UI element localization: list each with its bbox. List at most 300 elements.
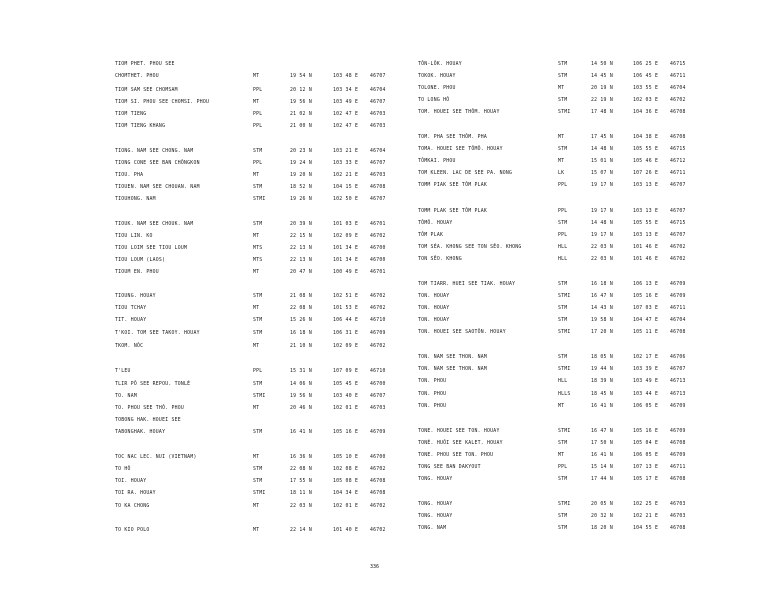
entry-map: 46711 (670, 465, 686, 470)
entry-map: 46703 (670, 514, 686, 519)
entry-lat: 16 41 N (591, 404, 613, 409)
entry-name: TON. PHOU (418, 404, 447, 409)
entry-map: 46707 (670, 183, 686, 188)
entry-lon: 106 05 E (633, 404, 659, 409)
entry-map: 46708 (670, 477, 686, 482)
entry-map: 46707 (670, 367, 686, 372)
entry-type: STM (558, 221, 568, 226)
entry-name: TON. HOUAY (418, 318, 450, 323)
gazetteer-entry (388, 439, 768, 449)
entry-lat: 19 56 N (290, 100, 312, 105)
entry-lat: 22 13 N (290, 258, 312, 263)
entry-type: STM (558, 441, 568, 446)
entry-name: TIOM SAM SEE CHOMSAM (115, 88, 178, 93)
entry-name: TOM TIARR. HUEI SEE TIAK. HOUAY (418, 282, 516, 287)
entry-lat: 14 06 N (290, 382, 312, 387)
entry-name: TOM KLEEN. LAC DE SEE PA. NONG (418, 171, 513, 176)
entry-lon: 102 47 E (333, 112, 359, 117)
entry-type: MTS (253, 246, 263, 251)
entry-name: TIONG CONE SEE BAN CHÔNGKON (115, 161, 200, 166)
entry-type: STM (253, 294, 263, 299)
entry-type: MT (253, 504, 260, 509)
entry-map: 46702 (670, 257, 686, 262)
entry-lat: 14 48 N (591, 221, 613, 226)
entry-lon: 103 49 E (333, 100, 359, 105)
entry-type: STM (253, 318, 263, 323)
entry-name: T'LEU (115, 369, 131, 374)
gazetteer-entry (0, 316, 386, 326)
entry-map: 46708 (670, 110, 686, 115)
entry-type: STM (558, 526, 568, 531)
entry-name: TIOU. PHA (115, 173, 144, 178)
entry-name: TIOU LOUM (LAOS) (115, 258, 166, 263)
entry-map: 46702 (670, 245, 686, 250)
entry-lat: 19 54 N (290, 74, 312, 79)
entry-type: STMI (558, 330, 571, 335)
entry-type: STM (253, 185, 263, 190)
entry-type: STMI (558, 502, 571, 507)
gazetteer-entry (0, 220, 386, 230)
gazetteer-entry (0, 183, 386, 193)
entry-lat: 22 08 N (290, 306, 312, 311)
entry-lat: 19 17 N (591, 183, 613, 188)
entry-map: 46709 (370, 331, 386, 336)
gazetteer-entry (0, 232, 386, 242)
entry-name: TONE. HOUEI SEE TON. HOUAY (418, 429, 500, 434)
entry-map: 46702 (370, 234, 386, 239)
entry-lon: 105 17 E (633, 477, 659, 482)
entry-lon: 103 13 E (633, 209, 659, 214)
entry-type: PPL (253, 124, 263, 129)
gazetteer-entry (0, 404, 386, 414)
entry-type: STM (558, 62, 568, 67)
gazetteer-entry (0, 428, 386, 438)
entry-lon: 103 40 E (333, 394, 359, 399)
entry-map: 46710 (370, 318, 386, 323)
entry-map: 46704 (370, 88, 386, 93)
gazetteer-entry (0, 86, 386, 96)
entry-lon: 101 46 E (633, 245, 659, 250)
entry-type: STM (253, 149, 263, 154)
gazetteer-entry (388, 280, 768, 290)
entry-lat: 21 00 N (290, 124, 312, 129)
entry-map: 46708 (670, 441, 686, 446)
entry-lon: 103 49 E (633, 379, 659, 384)
entry-lat: 19 44 N (591, 367, 613, 372)
entry-map: 46710 (370, 369, 386, 374)
entry-name: TOM. PHA SEE THÔM. PHA (418, 135, 488, 140)
entry-lon: 103 13 E (633, 233, 659, 238)
gazetteer-entry (0, 110, 386, 120)
entry-name: TIOM TIENG (115, 112, 147, 117)
entry-type: HLL (558, 257, 568, 262)
entry-lon: 106 44 E (333, 318, 359, 323)
entry-lat: 15 14 N (591, 465, 613, 470)
entry-type: PPL (253, 88, 263, 93)
entry-name: TOM. HOUEI SEE THÔM. HOUAY (418, 110, 500, 115)
entry-lat: 17 20 N (591, 330, 613, 335)
entry-map: 46702 (370, 528, 386, 533)
gazetteer-entry (0, 465, 386, 475)
entry-lat: 20 19 N (591, 86, 613, 91)
gazetteer-entry (0, 195, 386, 205)
entry-type: STMI (558, 429, 571, 434)
entry-name: TIOUNG. HOUAY (115, 294, 156, 299)
entry-map: 46707 (370, 197, 386, 202)
entry-lon: 101 34 E (333, 258, 359, 263)
entry-lat: 19 20 N (290, 173, 312, 178)
entry-type: MT (558, 404, 565, 409)
entry-lat: 20 32 N (591, 514, 613, 519)
entry-map: 46703 (670, 502, 686, 507)
entry-type: STMI (558, 367, 571, 372)
entry-type: MT (253, 406, 260, 411)
gazetteer-entry (388, 524, 768, 534)
entry-lat: 16 41 N (591, 453, 613, 458)
gazetteer-entry (388, 181, 768, 191)
entry-lat: 20 05 N (591, 502, 613, 507)
entry-type: MT (253, 173, 260, 178)
gazetteer-entry (0, 502, 386, 512)
entry-type: MT (253, 344, 260, 349)
entry-type: MT (558, 453, 565, 458)
gazetteer-entry (0, 489, 386, 499)
entry-map: 46715 (670, 147, 686, 152)
gazetteer-entry (388, 231, 768, 241)
entry-type: STM (558, 477, 568, 482)
entry-type: STM (253, 382, 263, 387)
entry-map: 46713 (670, 392, 686, 397)
entry-lon: 106 05 E (633, 453, 659, 458)
entry-type: STM (558, 306, 568, 311)
entry-name: TO. PHOU SEE THÔ. PHOU (115, 406, 185, 411)
entry-lon: 102 01 E (333, 406, 359, 411)
entry-map: 46702 (670, 98, 686, 103)
entry-lat: 21 10 N (290, 344, 312, 349)
entry-lat: 17 48 N (591, 110, 613, 115)
entry-name: TON. PHOU (418, 392, 447, 397)
entry-lon: 106 31 E (333, 331, 359, 336)
entry-lon: 105 55 E (633, 221, 659, 226)
gazetteer-entry (0, 453, 386, 463)
entry-map: 46709 (670, 429, 686, 434)
entry-lon: 105 46 E (633, 159, 659, 164)
gazetteer-entry (388, 219, 768, 229)
entry-lat: 18 39 N (591, 379, 613, 384)
gazetteer-entry (0, 147, 386, 157)
entry-lon: 107 13 E (633, 465, 659, 470)
entry-type: PPL (558, 209, 568, 214)
entry-type: PPL (558, 465, 568, 470)
entry-type: PPL (253, 112, 263, 117)
entry-lon: 106 45 E (633, 74, 659, 79)
entry-name: TOI. HOUAY (115, 479, 147, 484)
gazetteer-entry (388, 451, 768, 461)
entry-name: TIOUHONG. NAM (115, 197, 156, 202)
entry-lon: 101 34 E (333, 246, 359, 251)
entry-name: TOI RA. HOUAY (115, 491, 156, 496)
entry-name: TONG SEE BAN DAKYOUT (418, 465, 481, 470)
entry-name: TON. NAM SEE THON. NAM (418, 367, 488, 372)
entry-map: 46711 (670, 306, 686, 311)
entry-lon: 103 44 E (633, 392, 659, 397)
entry-lat: 18 05 N (591, 355, 613, 360)
entry-lat: 20 39 N (290, 222, 312, 227)
entry-type: STMI (253, 394, 266, 399)
entry-type: STM (558, 318, 568, 323)
entry-name: TONE. PHOU SEE TON. PHOU (418, 453, 494, 458)
gazetteer-entry (388, 292, 768, 302)
entry-map: 46704 (370, 149, 386, 154)
entry-name: TONG. HOUAY (418, 502, 453, 507)
entry-name: TON SÊO. KHONG (418, 257, 462, 262)
entry-name: TONÉ. HUÔI SEE KALET. HOUAY (418, 441, 503, 446)
entry-lat: 20 12 N (290, 88, 312, 93)
gazetteer-entry (388, 427, 768, 437)
gazetteer-entry (0, 304, 386, 314)
entry-lon: 105 55 E (633, 147, 659, 152)
entry-lat: 21 08 N (290, 294, 312, 299)
entry-lon: 103 33 E (333, 161, 359, 166)
gazetteer-entry (388, 475, 768, 485)
entry-name: TON. NAM SEE THON. NAM (418, 355, 488, 360)
entry-lat: 16 47 N (591, 294, 613, 299)
entry-map: 46709 (670, 282, 686, 287)
entry-lon: 105 16 E (333, 430, 359, 435)
entry-lon: 104 38 E (633, 135, 659, 140)
entry-name: TIOM TIENG KHANG (115, 124, 166, 129)
entry-type: MT (253, 306, 260, 311)
entry-name: TÔMKAI. PHOU (418, 159, 456, 164)
entry-name: TIOUEN. NAM SEE CHOUAN. NAM (115, 185, 200, 190)
gazetteer-entry (388, 60, 768, 70)
entry-type: MT (253, 74, 260, 79)
entry-lat: 19 17 N (591, 209, 613, 214)
entry-name: TIOU LOIM SEE TIOU LOUM (115, 246, 188, 251)
entry-lat: 17 50 N (591, 441, 613, 446)
entry-name: TÔM PLAK (418, 233, 444, 238)
entry-name: TON. PHOU (418, 379, 447, 384)
entry-map: 46707 (370, 394, 386, 399)
gazetteer-entry (0, 292, 386, 302)
gazetteer-entry (0, 526, 386, 536)
entry-type: STM (558, 514, 568, 519)
entry-lon: 107 26 E (633, 171, 659, 176)
gazetteer-entry (0, 329, 386, 339)
entry-lat: 15 01 N (591, 159, 613, 164)
entry-lat: 20 47 N (290, 270, 312, 275)
entry-name: TONG. HOUAY (418, 514, 453, 519)
entry-map: 46708 (370, 185, 386, 190)
entry-lat: 22 19 N (591, 98, 613, 103)
gazetteer-entry (388, 72, 768, 82)
gazetteer-entry (0, 392, 386, 402)
entry-type: MT (558, 159, 565, 164)
entry-map: 46702 (370, 306, 386, 311)
entry-name: TIOUM EN. PHOU (115, 270, 159, 275)
gazetteer-entry (0, 171, 386, 181)
gazetteer-entry (388, 157, 768, 167)
entry-lon: 102 09 E (333, 234, 359, 239)
entry-map: 46703 (370, 124, 386, 129)
gazetteer-entry (0, 98, 386, 108)
entry-map: 46711 (670, 74, 686, 79)
entry-lat: 16 18 N (290, 331, 312, 336)
entry-type: MT (253, 455, 260, 460)
entry-lon: 102 03 E (633, 98, 659, 103)
entry-lon: 103 13 E (633, 183, 659, 188)
entry-name: TON. HOUAY (418, 294, 450, 299)
gazetteer-entry (388, 377, 768, 387)
entry-type: MT (558, 135, 565, 140)
entry-lon: 102 21 E (633, 514, 659, 519)
entry-lat: 22 15 N (290, 234, 312, 239)
entry-map: 46708 (670, 526, 686, 531)
entry-map: 46702 (370, 467, 386, 472)
entry-map: 46702 (370, 504, 386, 509)
entry-map: 46709 (370, 430, 386, 435)
entry-lat: 19 58 N (591, 318, 613, 323)
entry-lat: 14 48 N (591, 147, 613, 152)
entry-lat: 22 03 N (591, 245, 613, 250)
entry-lon: 103 21 E (333, 149, 359, 154)
entry-lat: 19 24 N (290, 161, 312, 166)
entry-type: STMI (253, 197, 266, 202)
entry-type: STMI (558, 110, 571, 115)
entry-lon: 101 53 E (333, 306, 359, 311)
entry-lon: 103 34 E (333, 88, 359, 93)
entry-name: TIOUK. NAM SEE CHOUK. NAM (115, 222, 194, 227)
entry-type: STM (253, 331, 263, 336)
gazetteer-entry (0, 122, 386, 132)
entry-lon: 102 25 E (633, 502, 659, 507)
entry-name: CHOMTHET. PHOU (115, 74, 159, 79)
entry-lon: 105 04 E (633, 441, 659, 446)
entry-lon: 102 09 E (333, 344, 359, 349)
entry-lat: 16 36 N (290, 455, 312, 460)
entry-lat: 18 52 N (290, 185, 312, 190)
entry-lat: 22 13 N (290, 246, 312, 251)
entry-lon: 101 03 E (333, 222, 359, 227)
gazetteer-entry (0, 416, 380, 426)
entry-lat: 18 45 N (591, 392, 613, 397)
entry-lat: 18 20 N (591, 526, 613, 531)
gazetteer-entry (0, 256, 386, 266)
entry-name: TOM SÉA. KHONG SEE TON SÊO. KHONG (418, 245, 522, 250)
entry-type: STM (558, 355, 568, 360)
entry-type: PPL (558, 183, 568, 188)
entry-lat: 14 50 N (591, 62, 613, 67)
entry-map: 46715 (670, 221, 686, 226)
entry-lon: 107 09 E (333, 369, 359, 374)
entry-map: 46708 (370, 479, 386, 484)
entry-map: 46709 (670, 453, 686, 458)
entry-map: 46706 (670, 355, 686, 360)
gazetteer-entry (0, 380, 386, 390)
gazetteer-entry (388, 96, 768, 106)
entry-type: HLL (558, 379, 568, 384)
gazetteer-entry (388, 108, 768, 118)
entry-type: STM (558, 147, 568, 152)
entry-type: STM (253, 222, 263, 227)
entry-name: T'KOI. TOM SEE TAKOY. HOUAY (115, 331, 200, 336)
entry-map: 46715 (670, 62, 686, 67)
entry-map: 46708 (670, 330, 686, 335)
entry-map: 46700 (370, 246, 386, 251)
entry-map: 46701 (370, 270, 386, 275)
entry-name: TO LONG HÔ (418, 98, 450, 103)
entry-type: HLLS (558, 392, 571, 397)
entry-lon: 101 40 E (333, 528, 359, 533)
entry-map: 46709 (670, 404, 686, 409)
entry-type: STMI (558, 294, 571, 299)
entry-type: MT (253, 528, 260, 533)
entry-name: TIOM PHET. PHOU SEE (115, 62, 175, 67)
entry-name: TIOM SI. PHOU SEE CHOMSI. PHOU (115, 100, 210, 105)
gazetteer-entry (388, 243, 768, 253)
entry-lat: 20 23 N (290, 149, 312, 154)
entry-map: 46709 (670, 294, 686, 299)
entry-name: TÔN-LÔK. HOUAY (418, 62, 462, 67)
entry-map: 46700 (370, 382, 386, 387)
gazetteer-entry (0, 60, 380, 70)
entry-lon: 104 47 E (633, 318, 659, 323)
entry-map: 46707 (370, 100, 386, 105)
gazetteer-entry (388, 365, 768, 375)
gazetteer-entry (0, 342, 386, 352)
gazetteer-entry (388, 402, 768, 412)
entry-lon: 105 10 E (333, 455, 359, 460)
entry-name: TIOU LIN. KO (115, 234, 153, 239)
entry-map: 46712 (670, 159, 686, 164)
entry-type: STM (253, 467, 263, 472)
gazetteer-entry (388, 500, 768, 510)
entry-lon: 105 08 E (333, 479, 359, 484)
entry-map: 46707 (370, 74, 386, 79)
entry-name: TKOM. NÔC (115, 344, 144, 349)
entry-lon: 102 21 E (333, 173, 359, 178)
entry-name: TON. HOUEI SEE SAOTÔN. HOUAY (418, 330, 506, 335)
entry-name: TO. NAM (115, 394, 137, 399)
entry-name: TONG. HOUAY (418, 477, 453, 482)
entry-type: PPL (253, 369, 263, 374)
entry-name: TLIR PÔ SEE REPOU. TONLÉ (115, 382, 191, 387)
entry-lon: 103 55 E (633, 86, 659, 91)
entry-lon: 106 13 E (633, 282, 659, 287)
entry-type: STM (558, 282, 568, 287)
entry-type: MTS (253, 258, 263, 263)
entry-lat: 18 11 N (290, 491, 312, 496)
gazetteer-entry (388, 353, 768, 363)
entry-name: TÔMÔ. HOUAY (418, 221, 453, 226)
entry-name: TO HÔ (115, 467, 131, 472)
entry-lat: 17 44 N (591, 477, 613, 482)
entry-lon: 102 08 E (333, 467, 359, 472)
entry-map: 46708 (370, 491, 386, 496)
entry-map: 46701 (370, 222, 386, 227)
entry-lat: 22 08 N (290, 467, 312, 472)
entry-name: TOC NAC LEC. NUI (VIETNAM) (115, 455, 197, 460)
entry-lon: 100 49 E (333, 270, 359, 275)
entry-name: TABONGHAK. HOUAY (115, 430, 166, 435)
entry-type: MT (253, 234, 260, 239)
gazetteer-entry (388, 304, 768, 314)
entry-lat: 16 41 N (290, 430, 312, 435)
entry-lat: 17 55 N (290, 479, 312, 484)
entry-name: TOKOK. HOUAY (418, 74, 456, 79)
gazetteer-entry (388, 316, 768, 326)
entry-lon: 106 25 E (633, 62, 659, 67)
